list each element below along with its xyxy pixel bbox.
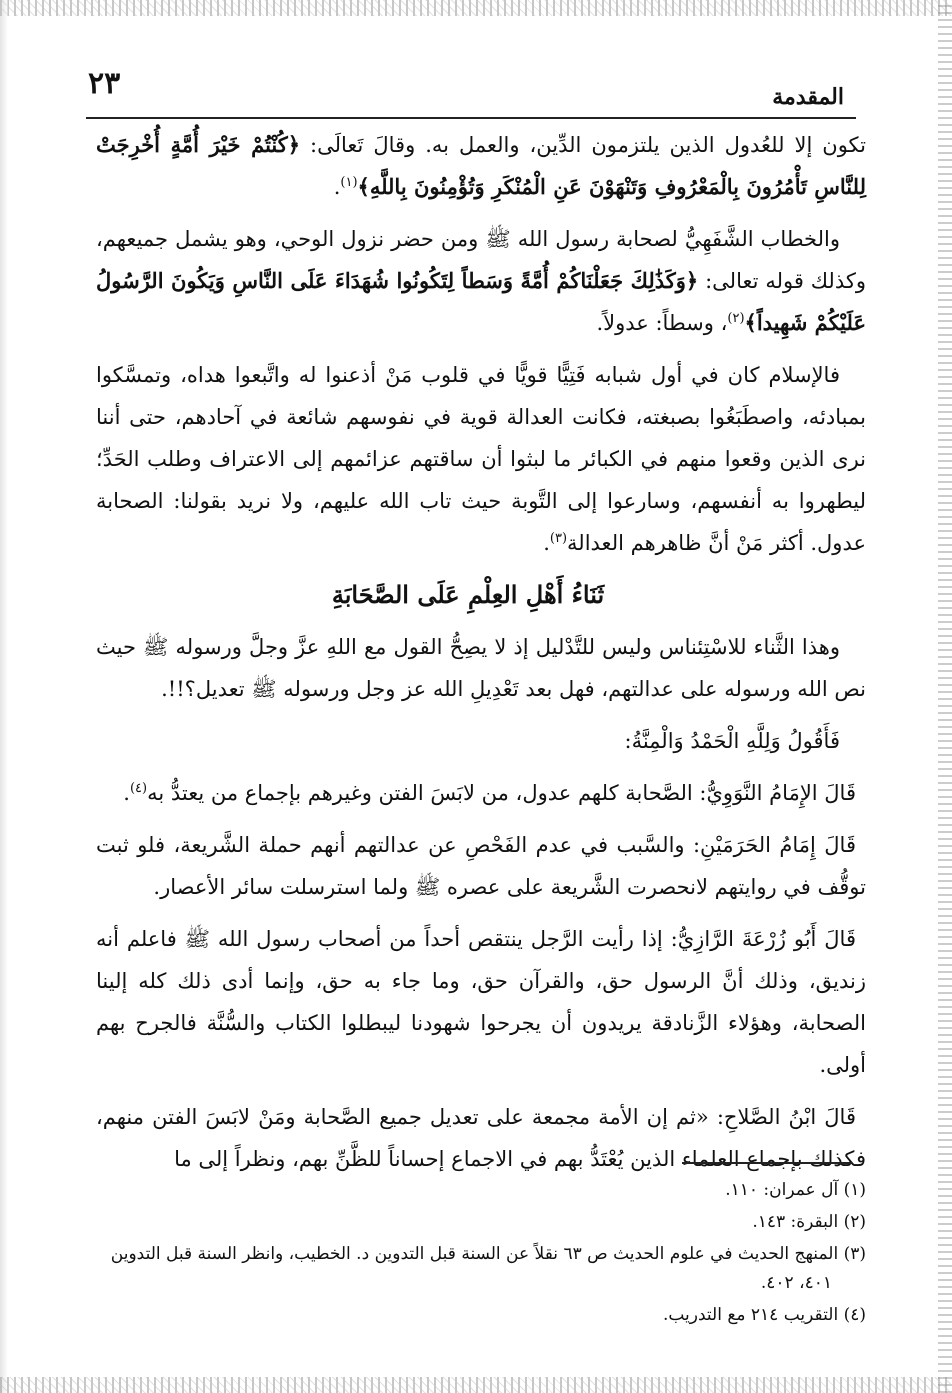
quote-speaker: قَالَ أَبُو زُرْعَةَ الرَّازِيُّ: bbox=[670, 927, 856, 951]
header-rule bbox=[86, 117, 856, 119]
quote-speaker: قَالَ إِمَامُ الحَرَمَيْنِ: bbox=[692, 833, 856, 857]
quote-paragraph bbox=[96, 772, 866, 814]
quote-speaker: قَالَ ابْنُ الصَّلاحِ: bbox=[716, 1105, 856, 1129]
running-title: المقدمة bbox=[772, 84, 844, 110]
page-number: ٢٣ bbox=[88, 66, 121, 101]
quran-verse: ﴿كُنْتُمْ خَيْرَ أُمَّةٍ أُخْرِجَتْ لِلنَّاسِ تَأْمُرُونَ بِالْمَعْرُوفِ وَتَنْهَوْنَ عَنِ الْمُنْكَرِ وَتُؤْمِنُونَ بِاللَّهِ﴾ bbox=[96, 132, 866, 199]
main-text bbox=[96, 124, 866, 1190]
paragraph-text: . bbox=[333, 175, 341, 199]
decorative-border-bottom bbox=[0, 1377, 952, 1393]
quran-verse: ﴿وَكَذَٰلِكَ جَعَلْنَاكُمْ أُمَّةً وَسَطاً لِتَكُونُوا شُهَدَاءَ عَلَى النَّاسِ وَيَكُونَ الرَّسُولُ عَلَيْكُمْ شَهِيداً﴾ bbox=[96, 268, 866, 335]
footnote: (٣) المنهج الحديث في علوم الحديث ص ٦٣ نقلاً عن السنة قبل التدوين د. الخطيب، وانظر السنة قبل التدوين ٤٠١، ٤٠٢. bbox=[110, 1244, 866, 1293]
footnote-ref: (٤) bbox=[129, 781, 148, 796]
footnote: (١) آل عمران: ١١٠. bbox=[725, 1180, 866, 1200]
footnote-ref: (٣) bbox=[549, 531, 568, 546]
paragraph bbox=[96, 218, 866, 344]
paragraph-text: . bbox=[123, 781, 130, 805]
paragraph bbox=[96, 354, 866, 564]
paragraph-text: وهذا الثَّناء للاسْتِئناس وليس للتَّدْليل إذ لا يصِحُّ القول مع اللهِ عزَّ وجلَّ ورسوله ﷺ حيث نص الله ورسوله على عدالتهم، فهل بعد تَعْدِيلِ الله عز وجل ورسوله ﷺ تعديل؟!!. bbox=[96, 635, 866, 701]
quote-paragraph bbox=[96, 824, 866, 908]
section-title: ثَنَاءُ أَهْلِ العِلْمِ عَلَى الصَّحَابَةِ bbox=[331, 580, 605, 609]
paragraph-text: «ثم إن الأمة مجمعة على تعديل جميع الصَّحابة ومَنْ لابَسَ الفتن منهم، فكذلك بإجماع العلماء الذين يُعْتَدُّ بهم في الاجماع إحساناً للظَّنِّ بهم، ونظراً إلى ما bbox=[96, 1105, 866, 1171]
footnotes bbox=[96, 1176, 866, 1333]
paragraph-text: . bbox=[543, 531, 550, 555]
paragraph-text: ، وسطاً: عدولاً. bbox=[596, 311, 728, 335]
footnote-separator bbox=[682, 1162, 852, 1164]
paragraph bbox=[96, 720, 866, 762]
footnote-ref: (١) bbox=[340, 175, 358, 190]
scan-edge-left bbox=[0, 0, 8, 1393]
footnote-ref: (٢) bbox=[727, 311, 745, 326]
paragraph-text: والسَّبب في عدم الفَحْصِ عن عدالتهم أنهم حملة الشَّريعة، فلو ثبت توقُّف في روايتهم لانحصرت الشَّريعة على عصره ﷺ ولما استرسلت سائر الأعصار. bbox=[96, 833, 866, 899]
paragraph-text: والخطاب الشَّفَهِيُّ لصحابة رسول الله ﷺ ومن حضر نزول الوحي، وهو يشمل جميعهم، وكذلك قوله تعالى: bbox=[96, 227, 866, 293]
quote-paragraph bbox=[96, 918, 866, 1086]
footnote: (٤) التقريب ٢١٤ مع التدريب. bbox=[662, 1305, 866, 1325]
quote-speaker: قَالَ الإِمَامُ النَّوَوِيُّ: bbox=[699, 781, 856, 805]
paragraph bbox=[96, 626, 866, 710]
quote-paragraph bbox=[96, 1096, 866, 1180]
paragraph-text: تكون إلا للعُدول الذين يلتزمون الدِّين، والعمل به. وقالَ تَعالَى: bbox=[300, 133, 867, 157]
paragraph-text: إذا رأيت الرَّجل ينتقص أحداً من أصحاب رسول الله ﷺ فاعلم أنه زنديق، وذلك أنَّ الرسول حق، والقرآن حق، وما جاء به حق، وإنما أدى ذلك كله إلينا الصحابة، وهؤلاء الزَّنادقة يريدون أن يجرحوا شهودنا ليبطلوا الكتاب والسُّنَّة فالجرح بهم أولى. bbox=[96, 927, 866, 1077]
decorative-border-top bbox=[0, 0, 952, 16]
decorative-border-right bbox=[938, 0, 952, 1393]
paragraph-text: الصَّحابة كلهم عدول، من لابَسَ الفتن وغيرهم بإجماع من يعتدُّ به bbox=[147, 781, 700, 805]
footnote: (٢) البقرة: ١٤٣. bbox=[752, 1212, 866, 1232]
paragraph bbox=[96, 124, 866, 208]
paragraph-text: فَأَقُولُ وَلِلَّهِ الْحَمْدُ وَالْمِنَّةُ: bbox=[624, 729, 840, 753]
paragraph-text: فالإسلام كان في أول شبابه فَتِيًّا قويًّا في قلوب مَنْ أذعنوا له واتَّبعوا هداه، وتمسَّكوا بمبادئه، واصطَبَغُوا بصبغته، فكانت العدالة قوية في نفوسهم شائعة في آحادهم، حتى أننا نرى الذين وقعوا منهم في الكبائر ما لبثوا أن ساقتهم عزائمهم إلى الاعتراف وطلب الحَدِّ؛ ليطهروا به أنفسهم، وسارعوا إلى التَّوبة حيث تاب الله عليهم، ولا نريد بقولنا: الصحابة عدول. أكثر مَنْ أنَّ ظاهرهم العدالة bbox=[96, 363, 866, 555]
